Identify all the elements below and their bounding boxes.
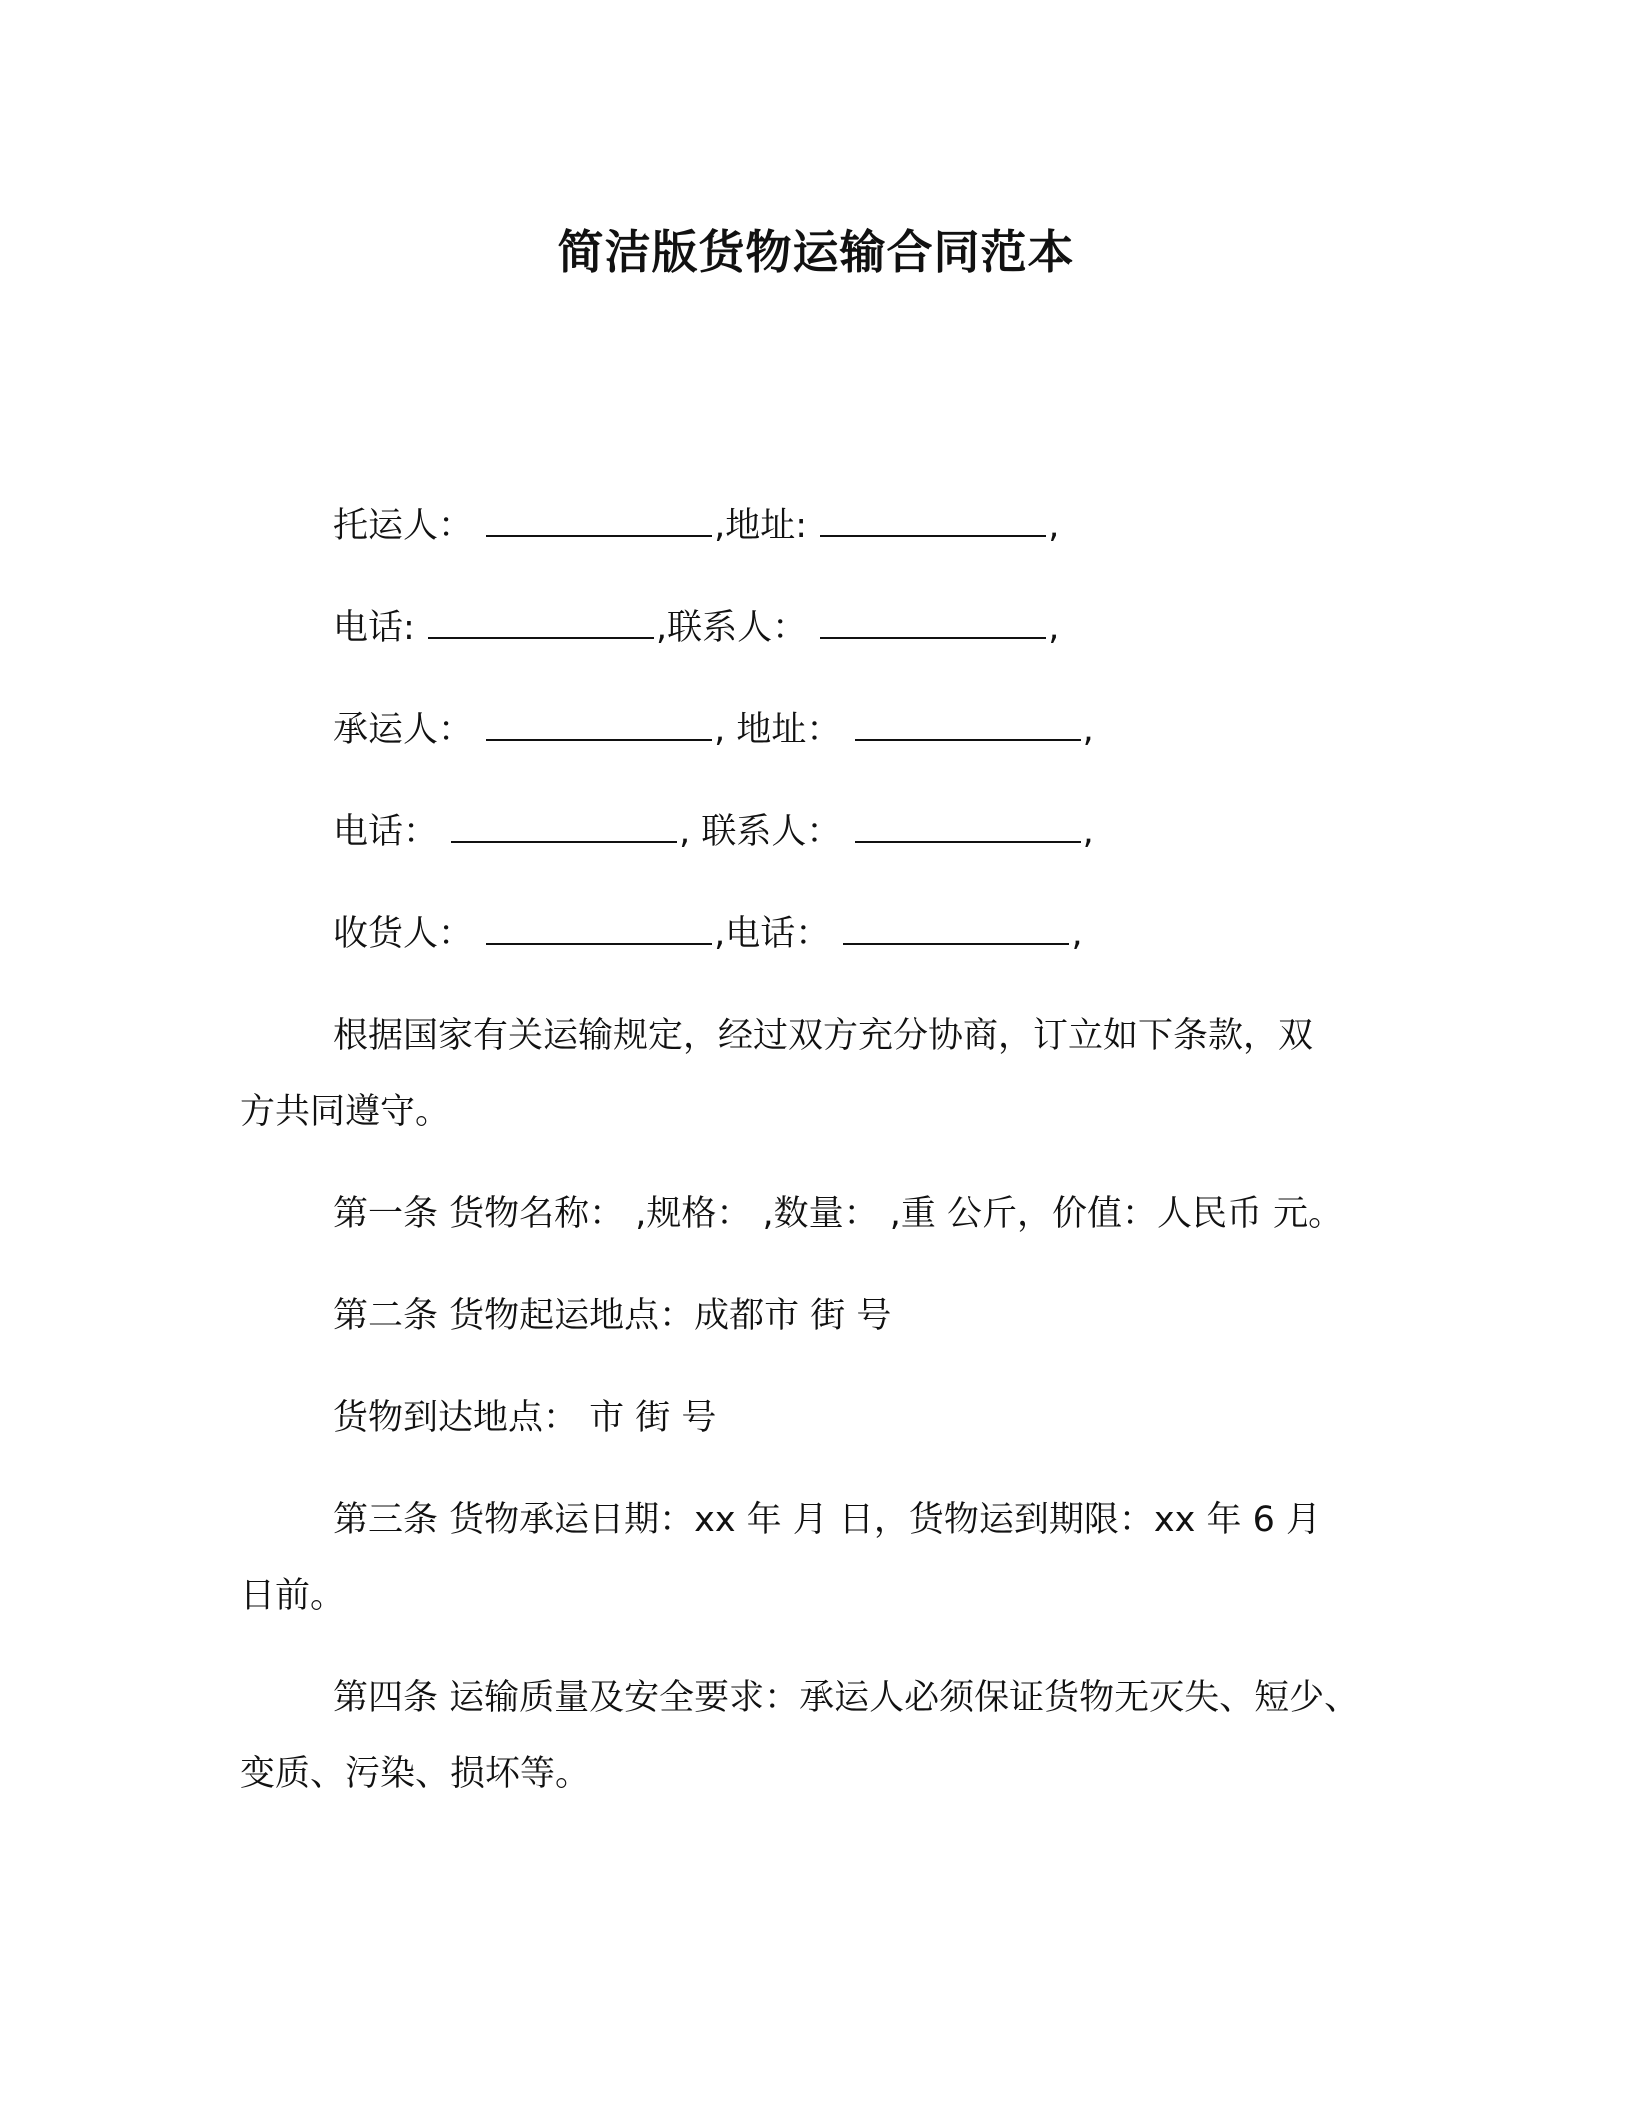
carrier-blank [486, 709, 712, 741]
contact-blank [820, 607, 1046, 639]
article-2-destination: 货物到达地点： 市 街 号 [333, 1398, 717, 1438]
consignee-phone-blank [843, 913, 1069, 945]
line-end: , [1048, 506, 1060, 546]
carrier-phone-line [333, 808, 1094, 856]
phone-blank [451, 811, 677, 843]
article-2: 第二条 货物起运地点：成都市 街 号 [333, 1296, 892, 1336]
phone-label: 电话： [333, 812, 439, 852]
carrier-line [333, 706, 1094, 754]
line-end: , [1071, 914, 1083, 954]
phone-label: 电话: [333, 608, 415, 648]
article-3-line-1: 第三条 货物承运日期：xx 年 月 日，货物运到期限：xx 年 6 月 [333, 1500, 1322, 1540]
shipper-address-blank [820, 505, 1046, 537]
consignee-blank [486, 913, 712, 945]
shipper-blank [486, 505, 712, 537]
contact-blank [855, 811, 1081, 843]
article-3-line-2: 日前。 [240, 1576, 346, 1616]
contact-label: , 联系人： [679, 812, 842, 852]
contact-label: ,联系人： [655, 608, 808, 648]
preamble-line-1: 根据国家有关运输规定，经过双方充分协商，订立如下条款，双 [333, 1016, 1314, 1056]
line-end: , [1082, 812, 1094, 852]
consignee-line [333, 910, 1083, 958]
document-title: 简洁版货物运输合同范本 [557, 225, 1075, 279]
phone-blank [428, 607, 654, 639]
carrier-address-blank [855, 709, 1081, 741]
carrier-address-label: , 地址： [714, 710, 842, 750]
line-end: , [1048, 608, 1060, 648]
article-4-line-2: 变质、污染、损坏等。 [240, 1754, 591, 1794]
carrier-label: 承运人： [333, 710, 474, 750]
shipper-line [333, 502, 1059, 550]
consignee-phone-label: ,电话： [714, 914, 831, 954]
line-end: , [1082, 710, 1094, 750]
article-4-line-1: 第四条 运输质量及安全要求：承运人必须保证货物无灭失、短少、 [333, 1678, 1360, 1718]
consignee-label: 收货人： [333, 914, 474, 954]
preamble-line-2: 方共同遵守。 [240, 1092, 451, 1132]
shipper-address-label: ,地址: [714, 506, 808, 546]
shipper-label: 托运人： [333, 506, 474, 546]
article-1: 第一条 货物名称： ,规格： ,数量： ,重 公斤，价值：人民币 元。 [333, 1194, 1344, 1234]
shipper-phone-line [333, 604, 1059, 652]
